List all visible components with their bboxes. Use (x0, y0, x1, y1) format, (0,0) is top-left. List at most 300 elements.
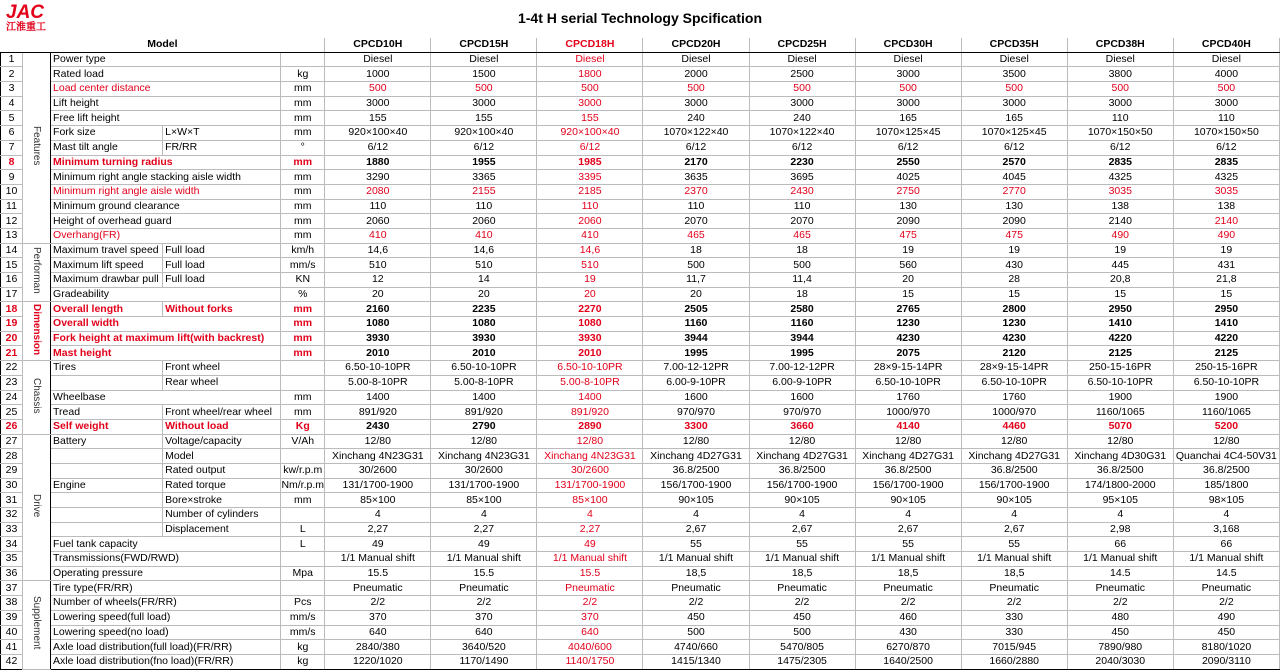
spec-value: 85×100 (537, 493, 643, 508)
table-header-row (1, 38, 1280, 52)
spec-value: 3000 (749, 96, 855, 111)
spec-value: 36.8/2500 (1067, 463, 1173, 478)
row-number: 22 (1, 361, 23, 376)
parameter-name: Axle load distribution(full load)(FR/RR) (51, 640, 281, 655)
row-number: 18 (1, 302, 23, 317)
spec-value: 15 (961, 287, 1067, 302)
spec-value: 5470/805 (749, 640, 855, 655)
spec-value: 891/920 (537, 405, 643, 420)
spec-value: 2,67 (961, 522, 1067, 537)
spec-value: 4740/660 (643, 640, 749, 655)
spec-value: Xinchang 4D30G31 (1067, 449, 1173, 464)
spec-value: 480 (1067, 610, 1173, 625)
unit: mm/s (281, 625, 325, 640)
spec-value: 15.5 (431, 566, 537, 581)
spec-value: Pneumatic (643, 581, 749, 596)
spec-value: Xinchang 4D27G31 (961, 449, 1067, 464)
spec-value: 1400 (537, 390, 643, 405)
spec-value: 20 (325, 287, 431, 302)
spec-value: 4025 (855, 170, 961, 185)
spec-value: 2185 (537, 184, 643, 199)
spec-value: 1475/2305 (749, 654, 855, 669)
spec-value: 156/1700-1900 (643, 478, 749, 493)
spec-value: 460 (855, 610, 961, 625)
spec-value: 3000 (643, 96, 749, 111)
spec-value: 1995 (643, 346, 749, 361)
spec-value: 18,5 (855, 566, 961, 581)
spec-value: 5.00-8-10PR (431, 375, 537, 390)
row-number: 9 (1, 170, 23, 185)
spec-value: 2/2 (643, 596, 749, 611)
spec-value: 1160 (749, 317, 855, 332)
spec-value: 510 (537, 258, 643, 273)
unit: mm (281, 199, 325, 214)
spec-value: 156/1700-1900 (961, 478, 1067, 493)
spec-value: 490 (1173, 610, 1279, 625)
spec-value: 2010 (537, 346, 643, 361)
spec-value: 2010 (431, 346, 537, 361)
spec-value: 970/970 (749, 405, 855, 420)
spec-value: 15 (855, 287, 961, 302)
spec-value: 14 (431, 273, 537, 288)
unit: mm (281, 155, 325, 170)
row-number: 15 (1, 258, 23, 273)
spec-value: 55 (855, 537, 961, 552)
table-row (1, 243, 1280, 258)
spec-value: 2140 (1067, 214, 1173, 229)
spec-value: 1/1 Manual shift (855, 552, 961, 567)
spec-value: 500 (1173, 82, 1279, 97)
spec-value: 66 (1067, 537, 1173, 552)
spec-value: 66 (1173, 537, 1279, 552)
spec-value: 20 (643, 287, 749, 302)
row-number: 20 (1, 331, 23, 346)
model-name: CPCD20H (643, 38, 749, 52)
spec-value: 1160/1065 (1067, 405, 1173, 420)
spec-value: 55 (643, 537, 749, 552)
spec-value: 3,168 (1173, 522, 1279, 537)
parameter-name: Minimum ground clearance (51, 199, 281, 214)
spec-value: 30/2600 (537, 463, 643, 478)
spec-value: 36.8/2500 (1173, 463, 1279, 478)
unit (281, 508, 325, 523)
spec-value: 55 (749, 537, 855, 552)
spec-value: 2835 (1067, 155, 1173, 170)
parameter-name (51, 493, 163, 508)
parameter-name: Minimum turning radius (51, 155, 281, 170)
spec-value: Pneumatic (961, 581, 1067, 596)
spec-value: 4230 (855, 331, 961, 346)
parameter-name: Gradeability (51, 287, 281, 302)
spec-value: 2505 (643, 302, 749, 317)
spec-value: 30/2600 (431, 463, 537, 478)
spec-value: 21,8 (1173, 273, 1279, 288)
spec-value: 1170/1490 (431, 654, 537, 669)
spec-value: 2/2 (855, 596, 961, 611)
row-number: 19 (1, 317, 23, 332)
spec-value: 2235 (431, 302, 537, 317)
spec-value: 6/12 (855, 140, 961, 155)
spec-value: 4460 (961, 419, 1067, 434)
spec-value: 2765 (855, 302, 961, 317)
row-number: 7 (1, 140, 23, 155)
spec-value: 156/1700-1900 (855, 478, 961, 493)
table-row (1, 52, 1280, 67)
spec-value: 2/2 (1067, 596, 1173, 611)
spec-value: 4 (961, 508, 1067, 523)
spec-value: 500 (961, 82, 1067, 97)
spec-value: 2160 (325, 302, 431, 317)
parameter-name: Number of wheels(FR/RR) (51, 596, 281, 611)
spec-value: 14,6 (431, 243, 537, 258)
unit: mm (281, 317, 325, 332)
unit (281, 449, 325, 464)
spec-value: 90×105 (749, 493, 855, 508)
table-row (1, 449, 1280, 464)
table-row (1, 199, 1280, 214)
spec-value: 110 (431, 199, 537, 214)
spec-value: 6/12 (537, 140, 643, 155)
parameter-name: Lowering speed(full load) (51, 610, 281, 625)
spec-value: 970/970 (643, 405, 749, 420)
spec-value: 1600 (643, 390, 749, 405)
spec-value: 7890/980 (1067, 640, 1173, 655)
spec-value: 110 (537, 199, 643, 214)
spec-value: 3035 (1173, 184, 1279, 199)
spec-value: 49 (431, 537, 537, 552)
row-number: 4 (1, 96, 23, 111)
spec-value: 6/12 (325, 140, 431, 155)
model-name: CPCD38H (1067, 38, 1173, 52)
spec-value: 4 (643, 508, 749, 523)
unit: mm (281, 111, 325, 126)
spec-value: 500 (643, 258, 749, 273)
spec-value: 430 (855, 625, 961, 640)
spec-value: 500 (749, 258, 855, 273)
row-number: 28 (1, 449, 23, 464)
spec-value: 155 (325, 111, 431, 126)
parameter-name: Overall width (51, 317, 281, 332)
spec-value: 920×100×40 (431, 126, 537, 141)
parameter-condition: Displacement (163, 522, 281, 537)
unit: mm (281, 405, 325, 420)
model-name: CPCD30H (855, 38, 961, 52)
parameter-condition: Full load (163, 258, 281, 273)
parameter-name: Mast height (51, 346, 281, 361)
spec-value: 1/1 Manual shift (961, 552, 1067, 567)
spec-value: 1800 (537, 67, 643, 82)
spec-value: 510 (431, 258, 537, 273)
parameter-name: Axle load distribution(fno load)(FR/RR) (51, 654, 281, 669)
unit: kg (281, 654, 325, 669)
row-number: 32 (1, 508, 23, 523)
spec-value: 240 (643, 111, 749, 126)
parameter-name: Overhang(FR) (51, 228, 281, 243)
spec-value: 2,67 (643, 522, 749, 537)
parameter-condition: Without load (163, 419, 281, 434)
model-name: CPCD15H (431, 38, 537, 52)
spec-value: 2170 (643, 155, 749, 170)
spec-value: 1/1 Manual shift (537, 552, 643, 567)
spec-value: 2125 (1067, 346, 1173, 361)
spec-value: 12/80 (325, 434, 431, 449)
spec-value: 2120 (961, 346, 1067, 361)
spec-value: 4000 (1173, 67, 1279, 82)
parameter-condition: Voltage/capacity (163, 434, 281, 449)
row-number: 41 (1, 640, 23, 655)
section-chassis (23, 361, 51, 434)
table-row (1, 463, 1280, 478)
unit (281, 361, 325, 376)
spec-value: 2125 (1173, 346, 1279, 361)
table-row (1, 390, 1280, 405)
spec-value: Pneumatic (855, 581, 961, 596)
spec-value: 55 (961, 537, 1067, 552)
row-number: 21 (1, 346, 23, 361)
section-features (23, 52, 51, 243)
model-name: CPCD18H (537, 38, 643, 52)
spec-value: 12/80 (1173, 434, 1279, 449)
spec-value: 1230 (961, 317, 1067, 332)
spec-value: 1400 (325, 390, 431, 405)
spec-value: 4230 (961, 331, 1067, 346)
unit: km/h (281, 243, 325, 258)
row-number: 24 (1, 390, 23, 405)
parameter-name: Overall length (51, 302, 163, 317)
section-performance (23, 243, 51, 302)
table-row (1, 302, 1280, 317)
parameter-name (51, 375, 163, 390)
spec-value: 156/1700-1900 (749, 478, 855, 493)
spec-value: 20 (431, 287, 537, 302)
unit: kw/r.p.m (281, 463, 325, 478)
parameter-name: Fork size (51, 126, 163, 141)
parameter-name: Tire type(FR/RR) (51, 581, 281, 596)
spec-value: 138 (1067, 199, 1173, 214)
spec-value: 2500 (749, 67, 855, 82)
spec-value: 6/12 (643, 140, 749, 155)
spec-value: 2270 (537, 302, 643, 317)
spec-value: 330 (961, 610, 1067, 625)
spec-value: 250-15-16PR (1173, 361, 1279, 376)
spec-value: 2770 (961, 184, 1067, 199)
spec-value: 1070×125×45 (855, 126, 961, 141)
spec-value: 4140 (855, 419, 961, 434)
spec-value: 3930 (537, 331, 643, 346)
spec-value: 6.00-9-10PR (643, 375, 749, 390)
parameter-name (51, 463, 163, 478)
row-number: 40 (1, 625, 23, 640)
row-number: 31 (1, 493, 23, 508)
parameter-condition: L×W×T (163, 126, 281, 141)
spec-value: 3500 (961, 67, 1067, 82)
spec-value: 19 (537, 273, 643, 288)
spec-value: 3660 (749, 419, 855, 434)
spec-value: 1760 (855, 390, 961, 405)
spec-value: 1080 (537, 317, 643, 332)
spec-value: 500 (1067, 82, 1173, 97)
table-row (1, 273, 1280, 288)
spec-value: 1760 (961, 390, 1067, 405)
spec-value: 12/80 (431, 434, 537, 449)
unit (281, 552, 325, 567)
spec-value: 4045 (961, 170, 1067, 185)
spec-value: 15.5 (325, 566, 431, 581)
spec-value: 85×100 (431, 493, 537, 508)
spec-value: 6.50-10-10PR (961, 375, 1067, 390)
spec-table (0, 38, 1280, 670)
spec-value: 3800 (1067, 67, 1173, 82)
spec-value: 3930 (325, 331, 431, 346)
table-row (1, 478, 1280, 493)
spec-value: Xinchang 4N23G31 (431, 449, 537, 464)
spec-value: 18,5 (643, 566, 749, 581)
model-name: CPCD10H (325, 38, 431, 52)
spec-value: 1600 (749, 390, 855, 405)
spec-value: Pneumatic (537, 581, 643, 596)
spec-value: 6/12 (431, 140, 537, 155)
spec-value: 2580 (749, 302, 855, 317)
parameter-name: Fork height at maximum lift(with backrest) (51, 331, 281, 346)
spec-value: 20 (855, 273, 961, 288)
spec-value: 12/80 (537, 434, 643, 449)
spec-value: 15 (1173, 287, 1279, 302)
row-number: 2 (1, 67, 23, 82)
spec-value: Xinchang 4D27G31 (643, 449, 749, 464)
page-title: 1-4t H serial Technology Spcification (517, 10, 762, 26)
row-number: 35 (1, 552, 23, 567)
unit (281, 375, 325, 390)
spec-value: 110 (643, 199, 749, 214)
table-row (1, 331, 1280, 346)
spec-value: 2840/380 (325, 640, 431, 655)
spec-value: 3000 (855, 96, 961, 111)
spec-value: 7.00-12-12PR (749, 361, 855, 376)
spec-value: 155 (431, 111, 537, 126)
spec-value: 138 (1173, 199, 1279, 214)
spec-value: 450 (643, 610, 749, 625)
table-row (1, 610, 1280, 625)
spec-value: 1160 (643, 317, 749, 332)
table-row (1, 155, 1280, 170)
spec-value: 14.5 (1173, 566, 1279, 581)
spec-value: 1410 (1067, 317, 1173, 332)
unit: mm (281, 170, 325, 185)
spec-value: Diesel (325, 52, 431, 67)
table-row (1, 82, 1280, 97)
parameter-condition: Bore×stroke (163, 493, 281, 508)
table-row (1, 405, 1280, 420)
spec-value: 2/2 (325, 596, 431, 611)
model-header: Model (1, 38, 325, 52)
spec-value: 4040/600 (537, 640, 643, 655)
spec-value: 8180/1020 (1173, 640, 1279, 655)
unit: mm/s (281, 258, 325, 273)
spec-value: 2,67 (749, 522, 855, 537)
spec-value: 19 (855, 243, 961, 258)
spec-value: 4 (431, 508, 537, 523)
table-row (1, 361, 1280, 376)
spec-value: Pneumatic (1067, 581, 1173, 596)
row-number: 37 (1, 581, 23, 596)
unit: mm (281, 331, 325, 346)
spec-value: 2,67 (855, 522, 961, 537)
unit: mm (281, 184, 325, 199)
spec-value: 4 (325, 508, 431, 523)
spec-value: 20,8 (1067, 273, 1173, 288)
parameter-name: Operating pressure (51, 566, 281, 581)
spec-value: 6/12 (961, 140, 1067, 155)
spec-value: 2,27 (537, 522, 643, 537)
parameter-name: Fuel tank capacity (51, 537, 281, 552)
row-number: 26 (1, 419, 23, 434)
spec-value: 11,7 (643, 273, 749, 288)
spec-value: 560 (855, 258, 961, 273)
spec-value: 7.00-12-12PR (643, 361, 749, 376)
model-name: CPCD40H (1173, 38, 1279, 52)
parameter-name: Minimum right angle stacking aisle width (51, 170, 281, 185)
spec-value: 36.8/2500 (961, 463, 1067, 478)
spec-value: 3000 (961, 96, 1067, 111)
spec-value: 14,6 (325, 243, 431, 258)
spec-value: 920×100×40 (325, 126, 431, 141)
spec-value: 3000 (537, 96, 643, 111)
spec-value: 3635 (643, 170, 749, 185)
unit: mm (281, 302, 325, 317)
spec-value: 3640/520 (431, 640, 537, 655)
spec-value: 4325 (1173, 170, 1279, 185)
spec-value: 2080 (325, 184, 431, 199)
parameter-name: Tread (51, 405, 163, 420)
spec-value: 110 (325, 199, 431, 214)
table-row (1, 537, 1280, 552)
spec-value: 465 (749, 228, 855, 243)
parameter-condition: Front wheel/rear wheel (163, 405, 281, 420)
spec-value: 4 (749, 508, 855, 523)
row-number: 17 (1, 287, 23, 302)
unit: kg (281, 640, 325, 655)
spec-value: 891/920 (431, 405, 537, 420)
spec-value: Diesel (1173, 52, 1279, 67)
spec-value: 1070×125×45 (961, 126, 1067, 141)
spec-value: 1000/970 (961, 405, 1067, 420)
parameter-name (51, 449, 163, 464)
spec-value: 640 (431, 625, 537, 640)
spec-value: 410 (431, 228, 537, 243)
spec-value: Diesel (749, 52, 855, 67)
spec-value: 370 (431, 610, 537, 625)
parameter-condition: Full load (163, 273, 281, 288)
spec-value: 1900 (1173, 390, 1279, 405)
row-number: 42 (1, 654, 23, 669)
model-name: CPCD35H (961, 38, 1067, 52)
section-label: Dimension (31, 303, 43, 355)
spec-value: 2950 (1067, 302, 1173, 317)
spec-value: 2230 (749, 155, 855, 170)
spec-value: 1955 (431, 155, 537, 170)
parameter-condition: Full load (163, 243, 281, 258)
unit: ° (281, 140, 325, 155)
spec-value: 165 (855, 111, 961, 126)
spec-value: 2070 (643, 214, 749, 229)
unit: mm (281, 493, 325, 508)
parameter-name (51, 522, 163, 537)
model-name: CPCD25H (749, 38, 855, 52)
spec-value: 49 (325, 537, 431, 552)
spec-value: 98×105 (1173, 493, 1279, 508)
spec-value: 2,27 (325, 522, 431, 537)
spec-value: Pneumatic (749, 581, 855, 596)
